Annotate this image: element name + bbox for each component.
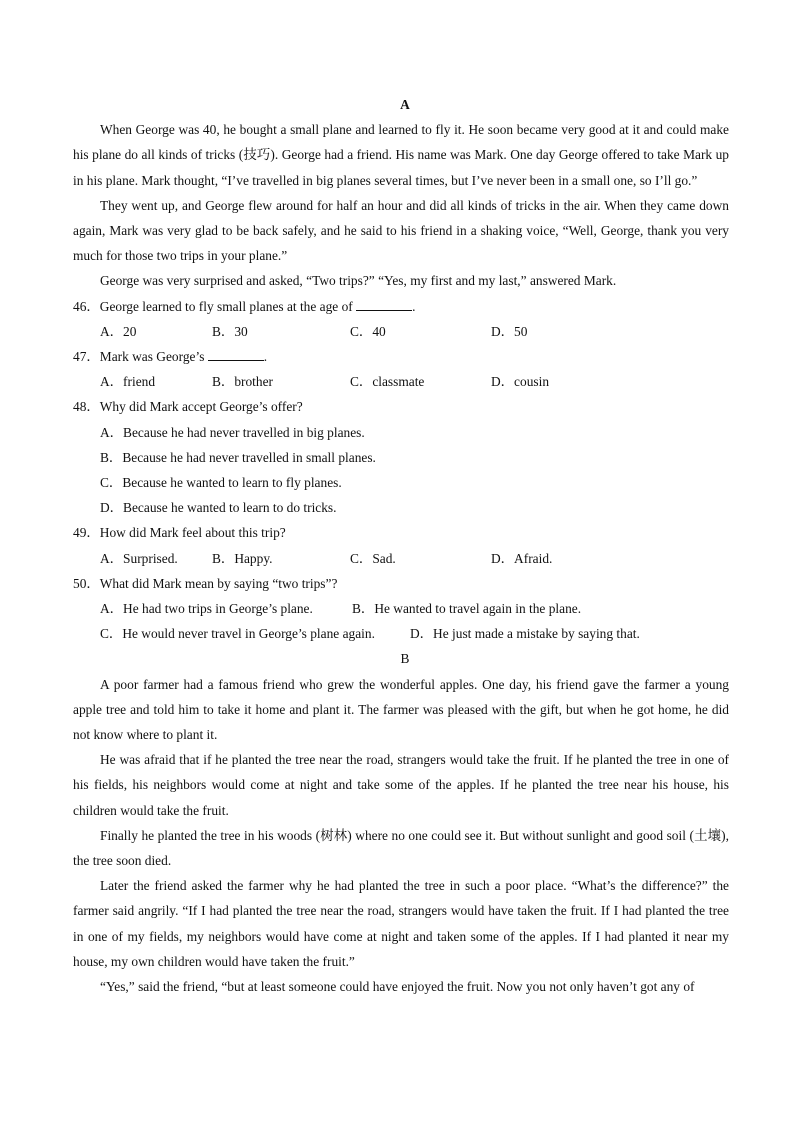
question-50-options-row-2 (73, 621, 729, 646)
section-b-paragraph-4: Later the friend asked the farmer why he had planted the tree in such a poor place. “What’s the difference?” the farmer said angrily. “If I had planted the tree near the road, strangers would have taken the fruit. If I had planted the tree in one of my fields, my neighbors would have come at night and taken some of the apples. If I had planted it near my house, my own children would have taken the fruit.” (73, 878, 729, 969)
question-46-stem-end: . (412, 298, 416, 314)
option-c: C．Because he wanted to learn to fly planes. (100, 475, 342, 491)
section-b-paragraph-5: “Yes,” said the friend, “but at least someone could have enjoyed the fruit. Now you not only haven’t got any of (100, 979, 695, 995)
option-b: B．Happy. (212, 550, 273, 566)
option-c: C．classmate (350, 374, 425, 390)
option-d: D．50 (491, 323, 528, 339)
question-47-stem: 47．Mark was George’s (73, 349, 208, 365)
answer-blank (208, 346, 264, 361)
question-48-stem: 48．Why did Mark accept George’s offer? (73, 399, 303, 415)
question-49-options (73, 546, 729, 571)
section-a-paragraph-3: George was very surprised and asked, “Two trips?” “Yes, my first and my last,” answered Mark. (100, 273, 617, 289)
option-c: C．He would never travel in George’s plane again. (100, 626, 375, 642)
option-b: B．30 (212, 323, 248, 339)
section-b-heading: B (400, 651, 410, 667)
question-47-options (73, 369, 729, 394)
option-a: A．friend (100, 374, 156, 390)
option-d: D．Because he wanted to learn to do tricks. (100, 500, 337, 516)
option-d: D．cousin (491, 374, 550, 390)
question-46-stem: 46．George learned to fly small planes at the age of (73, 298, 357, 314)
section-b-paragraph-3: Finally he planted the tree in his woods (树林) where no one could see it. But without sunlight and good soil (土壤), the tree soon died. (73, 827, 729, 869)
question-46-options (73, 319, 729, 344)
option-c: C．40 (350, 323, 386, 339)
section-a-paragraph-1: When George was 40, he bought a small plane and learned to fly it. He soon became very good at it and could make his plane do all kinds of tricks (技巧). George had a friend. His name was Mark. One day George offered to take Mark up in his plane. Mark thought, “I’ve travelled in big planes several times, but I’ve never been in a small one, so I’ll go.” (73, 122, 729, 188)
option-c: C．Sad. (350, 550, 396, 566)
option-a: A．20 (100, 323, 137, 339)
option-b: B．He wanted to travel again in the plane. (352, 601, 582, 617)
question-50-options-row-1 (73, 596, 729, 621)
option-b: B．Because he had never travelled in small planes. (100, 449, 376, 465)
question-47 (73, 344, 729, 369)
section-b-paragraph-1: A poor farmer had a famous friend who grew the wonderful apples. One day, his friend gave the farmer a young apple tree and told him to take it home and plant it. The farmer was pleased with the gift, but when he got home, he did not know where to plant it. (73, 676, 729, 743)
option-d: D．He just made a mistake by saying that. (410, 626, 640, 642)
option-a: A．Surprised. (100, 550, 178, 566)
option-a: A．He had two trips in George’s plane. (100, 601, 313, 617)
question-50-stem: 50．What did Mark mean by saying “two trips”? (73, 575, 338, 591)
option-a: A．Because he had never travelled in big planes. (100, 424, 365, 440)
answer-blank (356, 296, 412, 311)
question-49-stem: 49．How did Mark feel about this trip? (73, 525, 286, 541)
section-a-paragraph-2: They went up, and George flew around for half an hour and did all kinds of tricks in the air. When they came down again, Mark was very glad to be back safely, and he said to his friend in a shaking voice, “Well, George, thank you very much for those two trips in your plane.” (73, 197, 729, 264)
section-b-paragraph-2: He was afraid that if he planted the tree near the road, strangers would take the fruit. If he planted the tree in one of his fields, his neighbors would come at night and take some of the apples. If he planted the tree near his house, his children would take the fruit. (73, 752, 729, 818)
question-47-stem-end: . (263, 349, 268, 365)
option-b: B．brother (212, 374, 273, 390)
question-46 (73, 294, 729, 319)
section-a-heading: A (400, 97, 410, 112)
option-d: D．Afraid. (491, 550, 553, 566)
